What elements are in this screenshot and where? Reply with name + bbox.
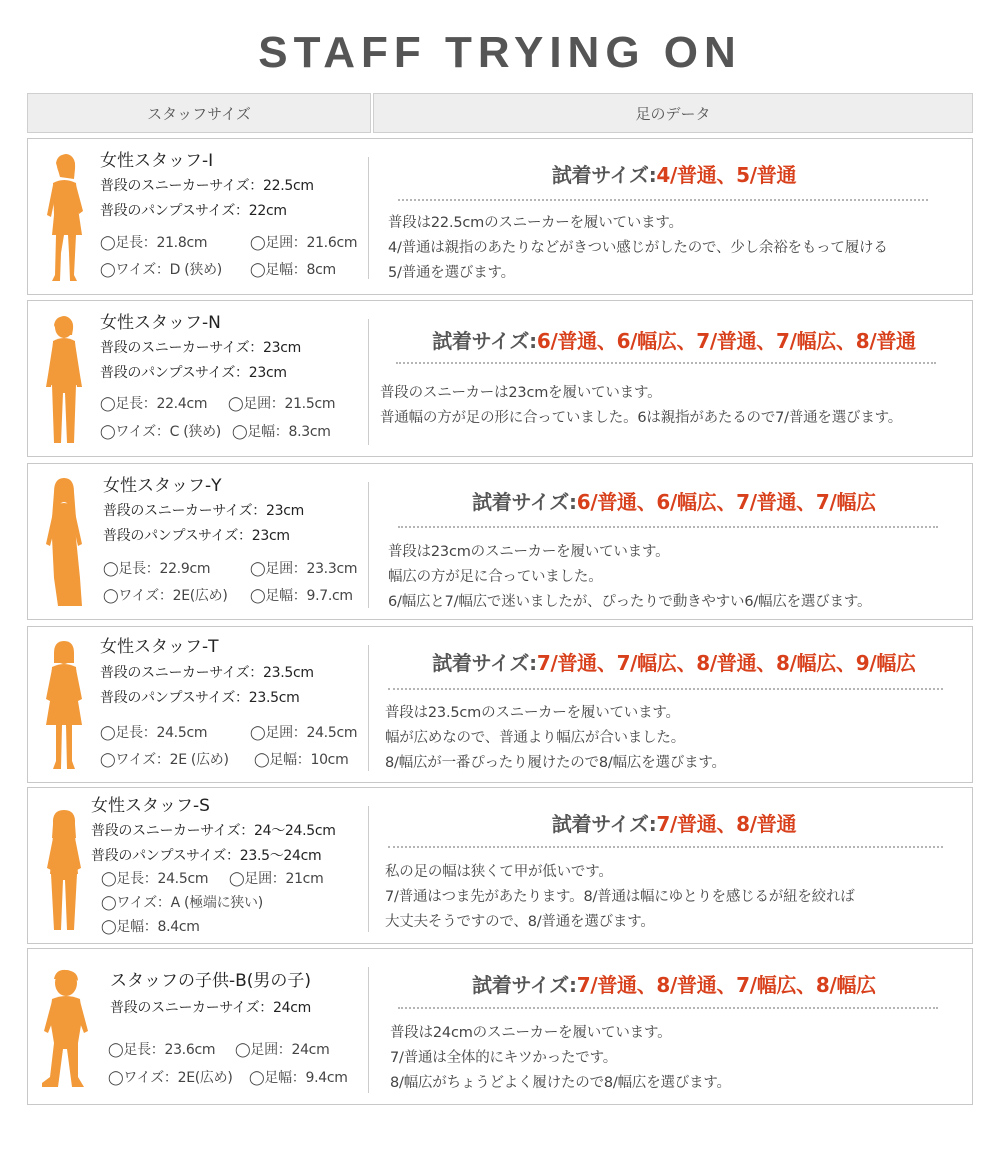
- trial-sizes: 試着サイズ:7/普通、7/幅広、8/普通、8/幅広、9/幅広: [432, 651, 916, 675]
- staff-card-s: [27, 787, 973, 944]
- dotted-divider: [398, 1007, 938, 1009]
- foot-comment: 普段は23.5cmのスニーカーを履いています。 幅が広めなので、普通より幅広が合いました。 8/幅広が一番ぴったり履けたので8/幅広を選びます。: [385, 705, 726, 771]
- column-divider: [368, 319, 369, 445]
- foot-comment: 私の足の幅は狭くて甲が低いです。 7/普通はつま先があたります。8/普通は幅にゆとりを感じるが紐を絞れば 大丈夫そうですので、8/普通を選びます。: [385, 864, 855, 930]
- staff-name: 女性スタッフ-N: [100, 313, 221, 333]
- trial-sizes: 試着サイズ:6/普通、6/幅広、7/普通、7/幅広: [472, 490, 876, 514]
- page-title: STAFF TRYING ON: [258, 28, 742, 77]
- foot-wise: ◯ワイズ：D (狭め): [100, 262, 222, 278]
- staff-card-i: [27, 138, 973, 295]
- pumps-size: 普段のパンプスサイズ：23.5〜24cm: [91, 848, 322, 864]
- dotted-divider: [398, 526, 938, 528]
- foot-girth: ◯足囲：24cm: [235, 1042, 330, 1058]
- foot-girth: ◯足囲：24.5cm: [250, 725, 358, 741]
- staff-card-y: [27, 463, 973, 620]
- trial-sizes: 試着サイズ:7/普通、8/普通、7/幅広、8/幅広: [472, 973, 876, 997]
- foot-width: ◯足幅：10cm: [254, 752, 349, 768]
- pumps-size: 普段のパンプスサイズ：23.5cm: [100, 690, 300, 706]
- staff-name: 女性スタッフ-Y: [103, 476, 222, 496]
- foot-width: ◯足幅：8cm: [250, 262, 336, 278]
- column-divider: [368, 482, 369, 608]
- foot-wise: ◯ワイズ：2E(広め): [103, 588, 228, 604]
- staff-name: 女性スタッフ-T: [100, 637, 219, 657]
- foot-wise: ◯ワイズ：2E(広め): [108, 1070, 233, 1086]
- staff-name: スタッフの子供-B(男の子): [110, 971, 312, 991]
- foot-girth: ◯足囲：23.3cm: [250, 561, 358, 577]
- foot-width: ◯足幅：9.7.cm: [250, 588, 353, 604]
- header-foot-data: 足のデータ: [373, 93, 973, 133]
- foot-wise: ◯ワイズ：C (狭め): [100, 424, 221, 440]
- table-header: [27, 93, 973, 133]
- foot-length: ◯足長：22.9cm: [103, 561, 211, 577]
- trial-sizes-value: 7/普通、7/幅広、8/普通、8/幅広、9/幅広: [536, 651, 916, 675]
- sneaker-size: 普段のスニーカーサイズ：24cm: [110, 1000, 311, 1016]
- column-divider: [368, 806, 369, 932]
- foot-width: ◯足幅：8.3cm: [232, 424, 331, 440]
- dotted-divider: [398, 199, 928, 201]
- foot-wise: ◯ワイズ：2E (広め): [100, 752, 229, 768]
- sneaker-size: 普段のスニーカーサイズ：23cm: [103, 503, 304, 519]
- pumps-size: 普段のパンプスサイズ：23cm: [103, 528, 290, 544]
- foot-length: ◯足長：24.5cm: [100, 725, 208, 741]
- sneaker-size: 普段のスニーカーサイズ：22.5cm: [100, 178, 314, 194]
- staff-card-n: [27, 300, 973, 457]
- dotted-divider: [388, 688, 943, 690]
- boy-silhouette-icon: [34, 969, 94, 1091]
- foot-length: ◯足長：22.4cm: [100, 396, 208, 412]
- staff-name: 女性スタッフ-S: [91, 796, 210, 816]
- trial-sizes: 試着サイズ:7/普通、8/普通: [551, 812, 797, 836]
- foot-length: ◯足長：21.8cm: [100, 235, 208, 251]
- sneaker-size: 普段のスニーカーサイズ：24〜24.5cm: [91, 823, 336, 839]
- dotted-divider: [396, 362, 936, 364]
- staff-card-b: [27, 948, 973, 1105]
- woman-silhouette-icon: [34, 810, 94, 934]
- foot-comment: 普段は22.5cmのスニーカーを履いています。 4/普通は親指のあたりなどがきつい感じがしたので、少し余裕をもって履ける 5/普通を選びます。: [388, 215, 888, 281]
- dotted-divider: [388, 846, 943, 848]
- foot-width: ◯足幅：8.4cm: [101, 919, 200, 935]
- foot-width: ◯足幅：9.4cm: [249, 1070, 348, 1086]
- woman-silhouette-icon: [34, 315, 94, 447]
- foot-length: ◯足長：24.5cm: [101, 871, 209, 887]
- trial-sizes: 試着サイズ:4/普通、5/普通: [551, 163, 797, 187]
- staff-name: 女性スタッフ-I: [100, 151, 214, 171]
- woman-silhouette-icon: [34, 641, 94, 773]
- woman-silhouette-icon: [34, 478, 94, 610]
- foot-comment: 普段は24cmのスニーカーを履いています。 7/普通は全体的にキツかったです。 8/幅広がちょうどよく履けたので8/幅広を選びます。: [390, 1025, 731, 1091]
- column-divider: [368, 645, 369, 771]
- sneaker-size: 普段のスニーカーサイズ：23.5cm: [100, 665, 314, 681]
- foot-length: ◯足長：23.6cm: [108, 1042, 216, 1058]
- woman-silhouette-icon: [34, 153, 94, 285]
- staff-card-t: [27, 626, 973, 783]
- foot-comment: 普段は23cmのスニーカーを履いています。 幅広の方が足に合っていました。 6/幅広と7/幅広で迷いましたが、ぴったりで動きやすい6/幅広を選びます。: [388, 544, 872, 610]
- trial-sizes-value: 4/普通、5/普通: [656, 163, 797, 187]
- pumps-size: 普段のパンプスサイズ：23cm: [100, 365, 287, 381]
- trial-sizes-value: 6/普通、6/幅広、7/普通、7/幅広: [576, 490, 876, 514]
- header-staff-size: スタッフサイズ: [27, 93, 371, 133]
- foot-girth: ◯足囲：21.5cm: [228, 396, 336, 412]
- foot-comment: 普段のスニーカーは23cmを履いています。 普通幅の方が足の形に合っていました。6は親指があたるので7/普通を選びます。: [380, 385, 903, 426]
- trial-sizes-value: 7/普通、8/普通: [656, 812, 797, 836]
- sneaker-size: 普段のスニーカーサイズ：23cm: [100, 340, 301, 356]
- foot-girth: ◯足囲：21.6cm: [250, 235, 358, 251]
- column-divider: [368, 157, 369, 279]
- column-divider: [368, 967, 369, 1093]
- pumps-size: 普段のパンプスサイズ：22cm: [100, 203, 287, 219]
- trial-sizes-value: 6/普通、6/幅広、7/普通、7/幅広、8/普通: [536, 329, 916, 353]
- foot-wise: ◯ワイズ：A (極端に狭い): [101, 895, 263, 911]
- trial-sizes: 試着サイズ:6/普通、6/幅広、7/普通、7/幅広、8/普通: [432, 329, 916, 353]
- trial-sizes-value: 7/普通、8/普通、7/幅広、8/幅広: [576, 973, 876, 997]
- foot-girth: ◯足囲：21cm: [229, 871, 324, 887]
